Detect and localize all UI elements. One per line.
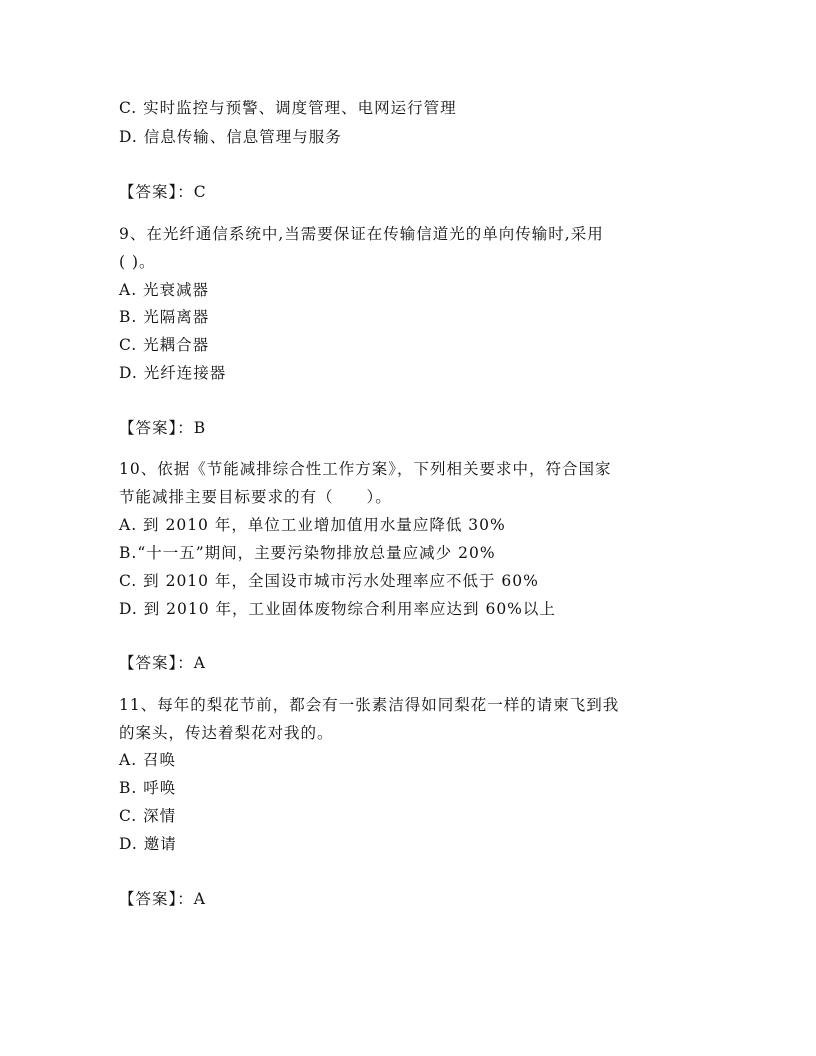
q11-stem-line-1: 11、每年的梨花节前，都会有一张素洁得如同梨花一样的请柬飞到我 <box>119 696 620 714</box>
q9-option-a: A. 光衰减器 <box>119 281 210 299</box>
q10-stem-line-2: 节能减排主要目标要求的有（ ）。 <box>119 488 392 506</box>
q11-option-c: C. 深情 <box>119 807 177 825</box>
q9-stem-line-2: ( )。 <box>119 253 156 271</box>
q11-option-a: A. 召唤 <box>119 751 177 769</box>
q9-answer: 【答案】：B <box>119 419 207 437</box>
q10-option-c: C. 到 2010 年，全国设市城市污水处理率应不低于 60% <box>119 572 539 590</box>
q9-stem-line-1: 9、在光纤通信系统中,当需要保证在传输信道光的单向传输时,采用 <box>119 225 604 243</box>
q9-option-d: D. 光纤连接器 <box>119 364 227 382</box>
q11-option-b: B. 呼唤 <box>119 779 177 797</box>
q10-answer: 【答案】：A <box>119 654 206 672</box>
q11-stem-line-2: 的案头，传达着梨花对我的。 <box>119 724 334 742</box>
q10-option-d: D. 到 2010 年，工业固体废物综合利用率应达到 60%以上 <box>119 600 556 618</box>
q10-option-b: B.“十一五”期间，主要污染物排放总量应减少 20% <box>119 544 496 562</box>
q9-option-b: B. 光隔离器 <box>119 308 210 326</box>
q11-option-d: D. 邀请 <box>119 835 177 853</box>
q10-option-a: A. 到 2010 年，单位工业增加值用水量应降低 30% <box>119 516 506 534</box>
q8-answer: 【答案】：C <box>119 183 207 201</box>
q8-option-c: C. 实时监控与预警、调度管理、电网运行管理 <box>119 99 457 117</box>
q8-option-d: D. 信息传输、信息管理与服务 <box>119 128 342 146</box>
q10-stem-line-1: 10、依据《节能减排综合性工作方案》，下列相关要求中，符合国家 <box>119 460 612 478</box>
q9-option-c: C. 光耦合器 <box>119 336 210 354</box>
q11-answer: 【答案】：A <box>119 890 206 908</box>
